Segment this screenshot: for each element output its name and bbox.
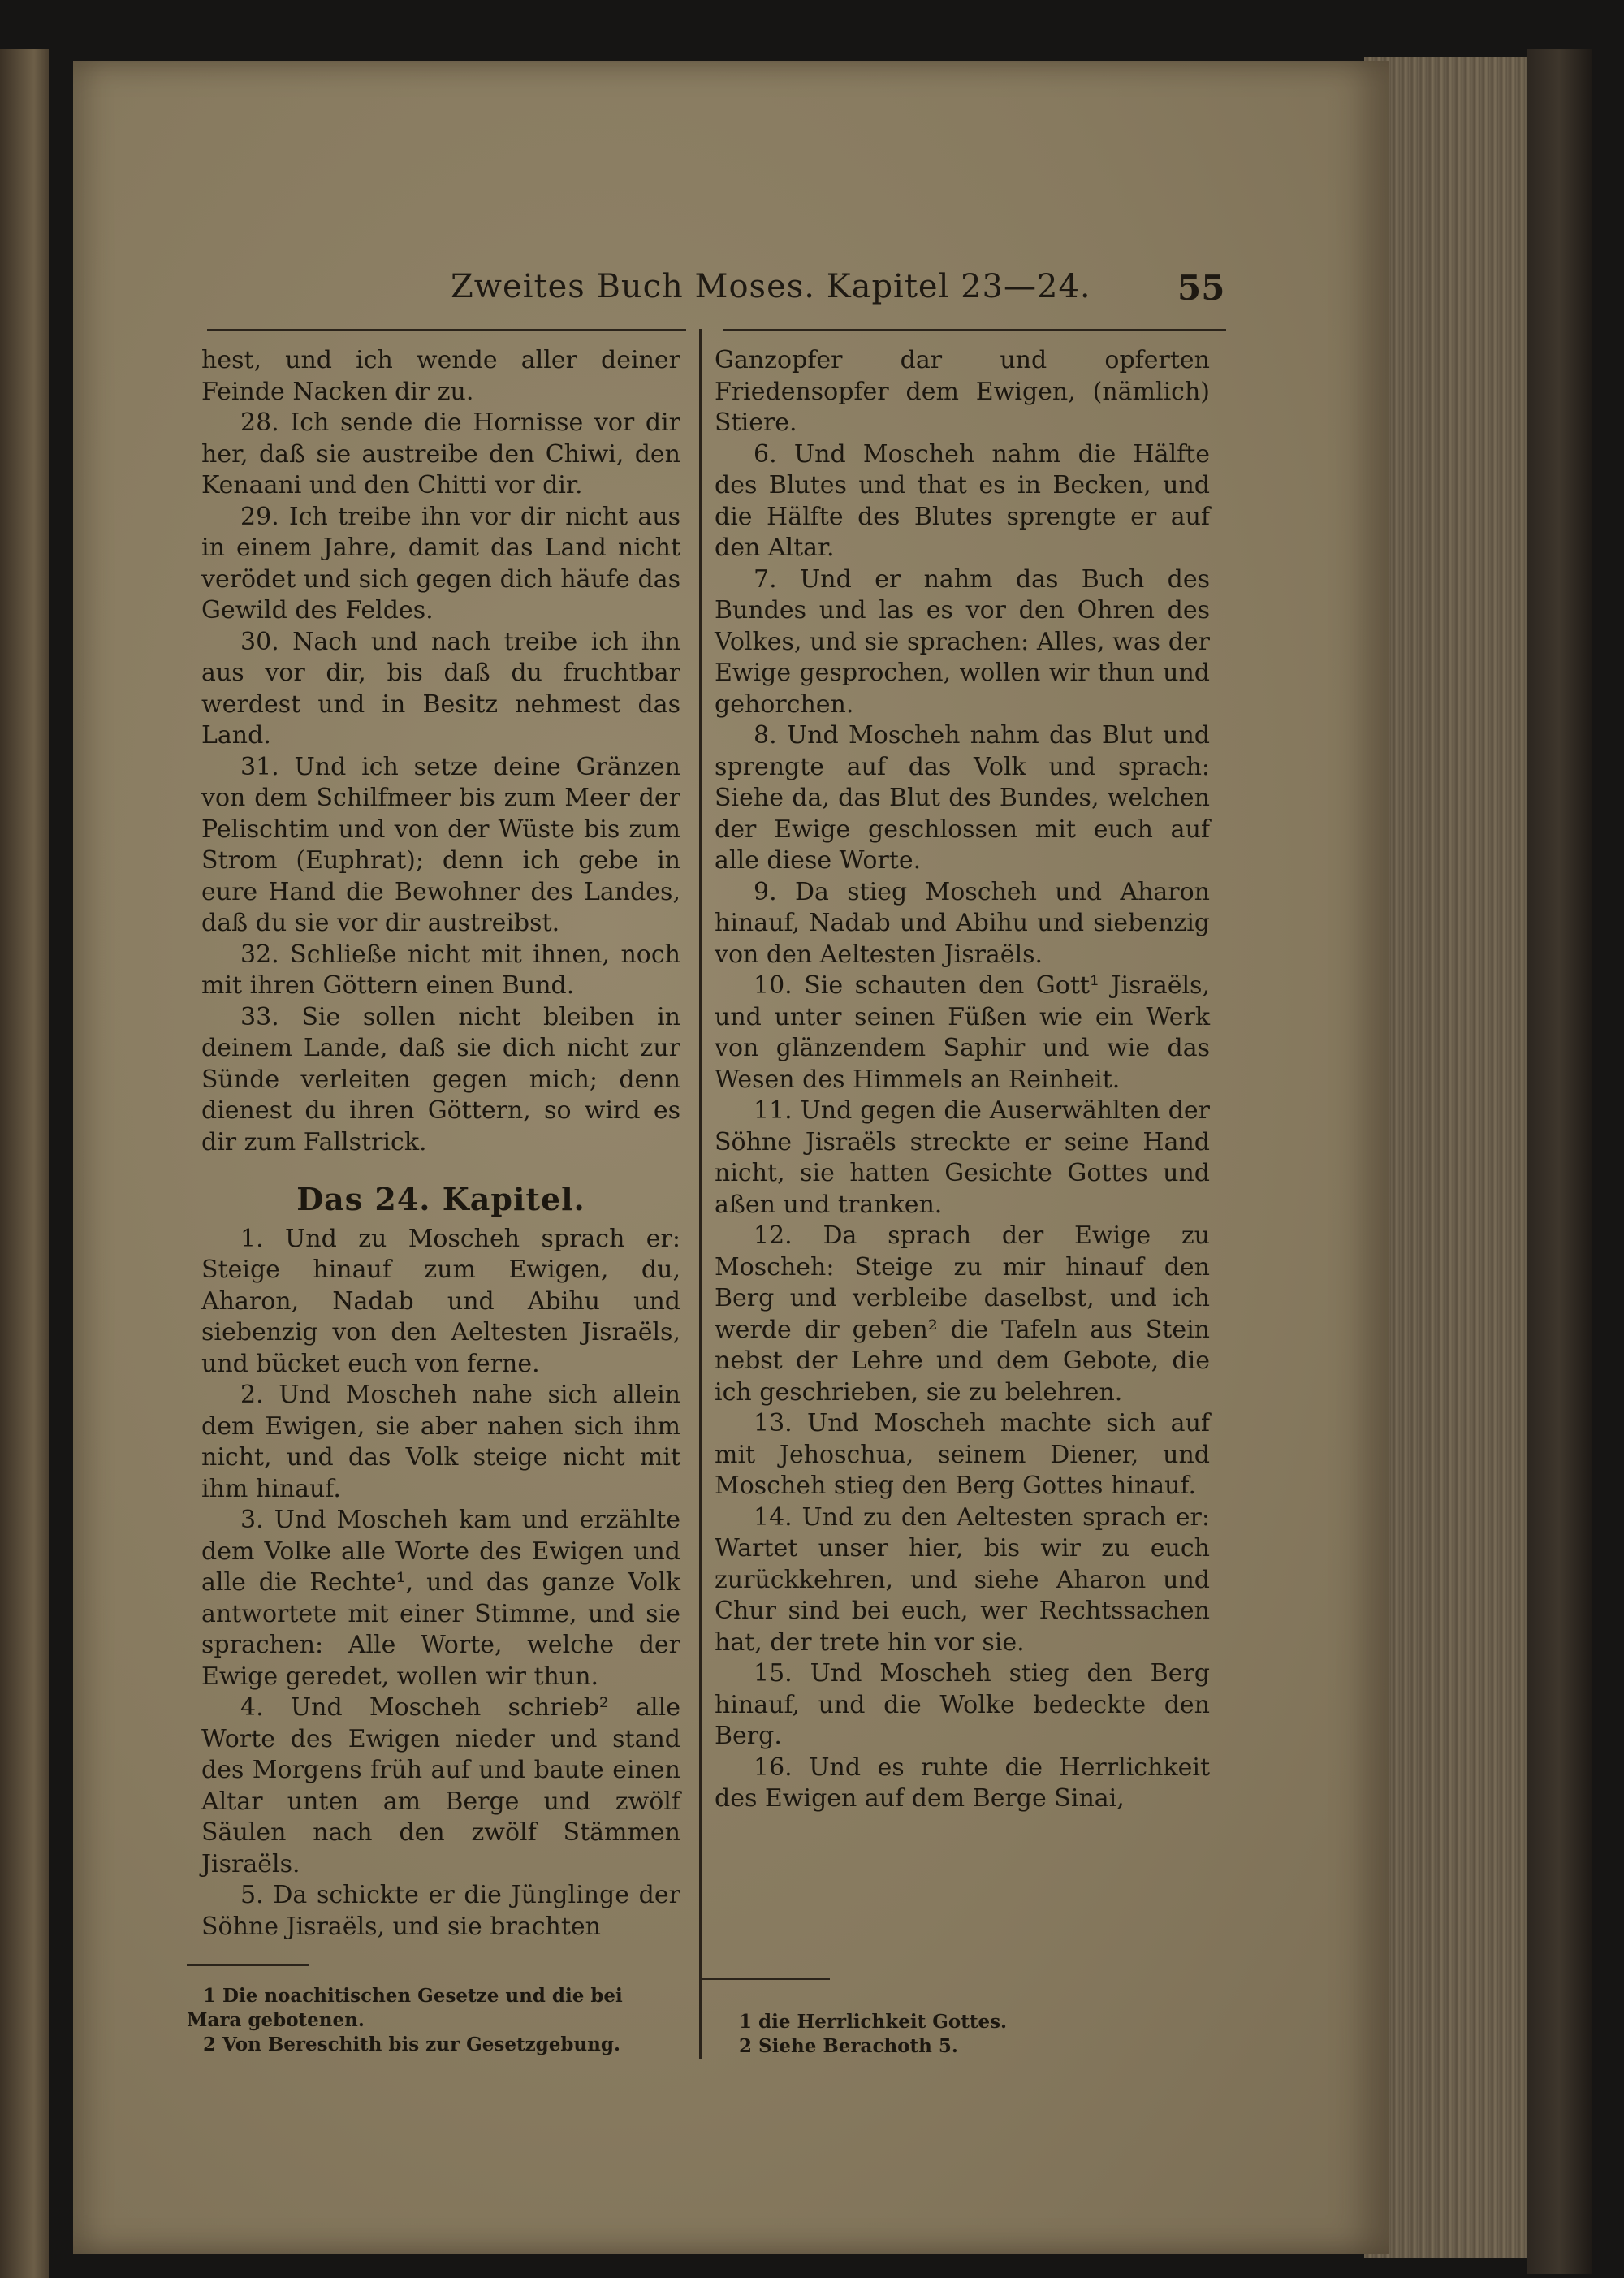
verse-paragraph: 4. Und Moscheh schrieb² alle Worte des Ewigen nieder und stand des Morgens früh auf und baute einen Altar unten am Berge und zwölf Säulen nach den zwölf Stämmen Jisraëls. <box>201 1693 680 1878</box>
verse-paragraph: 1. Und zu Moscheh sprach er: Steige hinauf zum Ewigen, du, Aharon, Nadab und Abihu und siebenzig von den Aeltesten Jisraëls, und bücket euch von ferne. <box>201 1224 680 1378</box>
footnote-rule-left <box>187 1964 309 1966</box>
running-title: Zweites Buch Moses. Kapitel 23—24. <box>451 268 1091 305</box>
page-header <box>73 268 1389 317</box>
verse-paragraph: 5. Da schickte er die Jünglinge der Söhne Jisraëls, und sie brachten <box>201 1881 680 1941</box>
column-divider <box>699 329 702 2059</box>
verse-paragraph: Ganzopfer dar und opferten Friedensopfer dem Ewigen, (nämlich) Stiere. <box>715 346 1210 437</box>
left-column <box>201 345 680 1943</box>
verse-paragraph: 32. Schließe nicht mit ihnen, noch mit ihren Göttern einen Bund. <box>201 940 680 1000</box>
footnote: 2 Von Bereschith bis zur Gesetzgebung. <box>203 2034 620 2055</box>
verse-paragraph: hest, und ich wende aller deiner Feinde Nacken dir zu. <box>201 346 680 406</box>
verse-paragraph: 29. Ich treibe ihn vor dir nicht aus in einem Jahre, damit das Land nicht verödet und sich gegen dich häufe das Gewild des Feldes. <box>201 502 680 625</box>
right-column <box>715 345 1210 1815</box>
verse-paragraph: 8. Und Moscheh nahm das Blut und sprengte auf das Volk und sprach: Siehe da, das Blut des Bundes, welchen der Ewige geschlossen mit euch auf alle diese Worte. <box>715 721 1210 875</box>
verse-paragraph: 10. Sie schauten den Gott¹ Jisraëls, und unter seinen Füßen wie ein Werk von glänzendem Saphir und wie das Wesen des Himmels an Reinheit. <box>715 971 1210 1094</box>
verse-paragraph: 2. Und Moscheh nahe sich allein dem Ewigen, sie aber nahen sich ihm nicht, und das Volk steige nicht mit ihm hinauf. <box>201 1381 680 1503</box>
verse-paragraph: 9. Da stieg Moscheh und Aharon hinauf, Nadab und Abihu und siebenzig von den Aeltesten Jisraëls. <box>715 877 1210 969</box>
verse-paragraph: 33. Sie sollen nicht bleiben in deinem Lande, daß sie dich nicht zur Sünde verleiten gegen mich; denn dienest du ihren Göttern, so wird es dir zum Fallstrick. <box>201 1002 680 1156</box>
verse-paragraph: 16. Und es ruhte die Herrlichkeit des Ewigen auf dem Berge Sinai, <box>715 1753 1210 1813</box>
chapter-heading: Das 24. Kapitel. <box>296 1181 585 1217</box>
page-number: 55 <box>1177 268 1225 308</box>
footnote: 1 die Herrlichkeit Gottes. <box>739 2011 1008 2033</box>
footnote: 2 Siehe Berachoth 5. <box>739 2035 958 2057</box>
page-stack-fore-edge <box>1364 57 1551 2258</box>
verse-paragraph: 15. Und Moscheh stieg den Berg hinauf, und die Wolke bedeckte den Berg. <box>715 1659 1210 1750</box>
verse-paragraph: 12. Da sprach der Ewige zu Moscheh: Steige zu mir hinauf den Berg und verbleibe daselbst, und ich werde dir geben² die Tafeln aus Stein nebst der Lehre und dem Gebote, die ich geschrieben, sie zu belehren. <box>715 1221 1210 1407</box>
footnote-rule-right <box>700 1978 830 1980</box>
verse-paragraph: 11. Und gegen die Auserwählten der Söhne Jisraëls streckte er seine Hand nicht, sie hatten Gesichte Gottes und aßen und tranken. <box>715 1096 1210 1219</box>
book-page <box>73 61 1389 2254</box>
verse-paragraph: 31. Und ich setze deine Gränzen von dem Schilfmeer bis zum Meer der Pelischtim und von der Wüste bis zum Strom (Euphrat); denn ich gebe in eure Hand die Bewohner des Landes, daß du sie vor dir austreibst. <box>201 752 680 937</box>
header-rule-right <box>723 329 1226 331</box>
header-rule-left <box>207 329 686 331</box>
footnotes-left <box>187 1984 682 2057</box>
footnotes-right <box>723 2010 1210 2059</box>
verse-paragraph: 6. Und Moscheh nahm die Hälfte des Blutes und that es in Becken, und die Hälfte des Blutes sprengte er auf den Altar. <box>715 439 1210 562</box>
verse-paragraph: 28. Ich sende die Hornisse vor dir her, daß sie austreibe den Chiwi, den Kenaani und den Chitti vor dir. <box>201 408 680 499</box>
previous-page-edge <box>0 49 49 2278</box>
verse-paragraph: 14. Und zu den Aeltesten sprach er: Wartet unser hier, bis wir zu euch zurückkehren, und siehe Aharon und Chur sind bei euch, wer Rechtssachen hat, der trete hin vor sie. <box>715 1502 1210 1657</box>
verse-paragraph: 7. Und er nahm das Buch des Bundes und las es vor den Ohren des Volkes, und sie sprachen: Alles, was der Ewige gesprochen, wollen wir thun und gehorchen. <box>715 564 1210 719</box>
book-cover-edge <box>1527 49 1592 2274</box>
verse-paragraph: 3. Und Moscheh kam und erzählte dem Volke alle Worte des Ewigen und alle die Rechte¹, und das ganze Volk antwortete mit einer Stimme, und sie sprachen: Alle Worte, welche der Ewige geredet, wollen wir thun. <box>201 1506 680 1691</box>
footnote: 1 Die noachitischen Gesetze und die bei Mara gebotenen. <box>187 1985 623 2031</box>
verse-paragraph: 13. Und Moscheh machte sich auf mit Jehoschua, seinem Diener, und Moscheh stieg den Berg Gottes hinauf. <box>715 1409 1210 1500</box>
verse-paragraph: 30. Nach und nach treibe ich ihn aus vor dir, bis daß du fruchtbar werdest und in Besitz nehmest das Land. <box>201 627 680 750</box>
